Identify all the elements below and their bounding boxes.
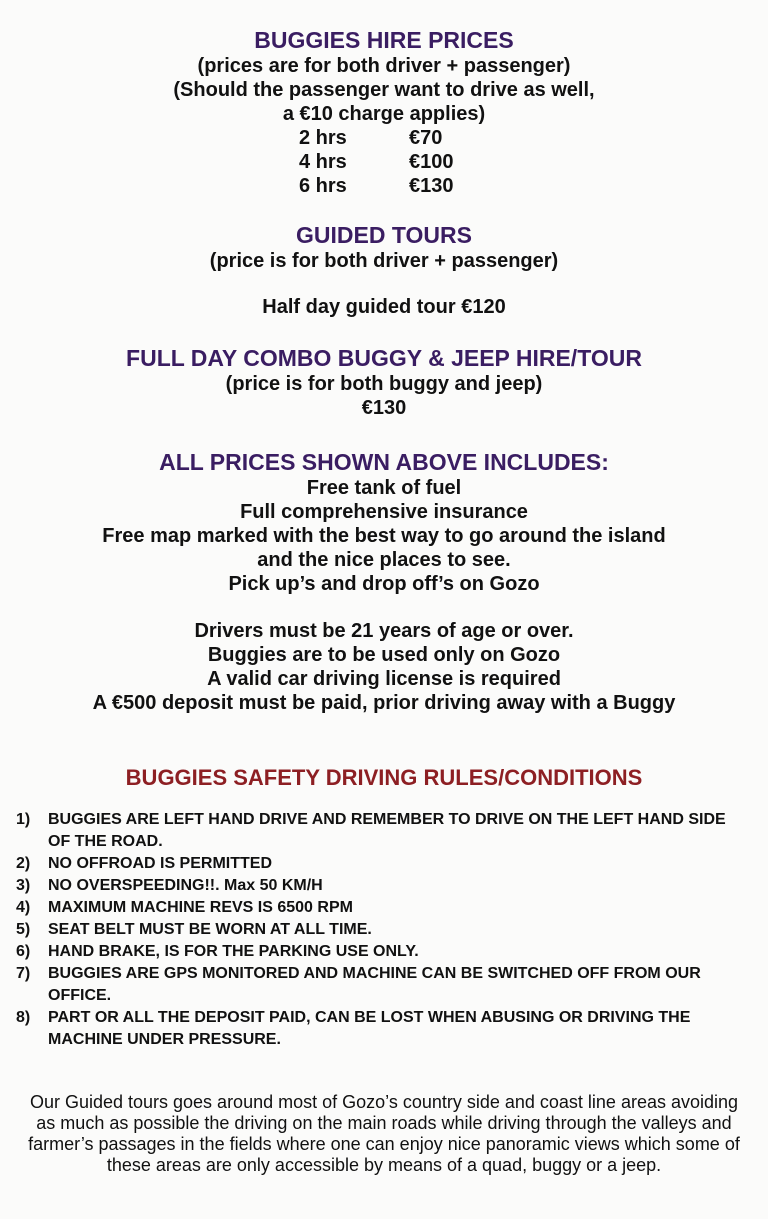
combo-note: (price is for both buggy and jeep) bbox=[225, 373, 543, 395]
rule-text: NO OVERSPEEDING!!. Max 50 KM/H bbox=[48, 877, 323, 894]
combo-price: €130 bbox=[361, 397, 407, 419]
rule-number: 7) bbox=[16, 965, 31, 982]
includes-section bbox=[0, 449, 768, 596]
rule-item bbox=[16, 897, 728, 919]
price-amount: €130 bbox=[409, 175, 454, 197]
includes-item: Free tank of fuel bbox=[306, 477, 462, 499]
rule-text: SEAT BELT MUST BE WORN AT ALL TIME. bbox=[48, 921, 372, 938]
price-amount: €100 bbox=[409, 151, 454, 173]
price-duration: 4 hrs bbox=[299, 151, 347, 173]
price-duration: 2 hrs bbox=[299, 127, 347, 149]
rule-item bbox=[16, 875, 728, 897]
hire-prices-section bbox=[0, 27, 768, 198]
price-duration: 6 hrs bbox=[299, 175, 347, 197]
includes-item: Full comprehensive insurance bbox=[240, 501, 528, 523]
hire-note-3: a €10 charge applies) bbox=[282, 103, 486, 125]
rule-number: 4) bbox=[16, 899, 31, 916]
hire-note-1: (prices are for both driver + passenger) bbox=[197, 55, 571, 77]
rule-text: MAXIMUM MACHINE REVS IS 6500 RPM bbox=[48, 899, 353, 916]
rule-item bbox=[16, 941, 728, 963]
rule-number: 2) bbox=[16, 855, 31, 872]
requirement-item: Drivers must be 21 years of age or over. bbox=[194, 620, 574, 642]
hire-prices-title: BUGGIES HIRE PRICES bbox=[254, 27, 514, 53]
rule-text: PART OR ALL THE DEPOSIT PAID, CAN BE LOST WHEN ABUSING OR DRIVING THE MACHINE UNDER PRESSURE. bbox=[48, 1009, 691, 1048]
guided-tours-title: GUIDED TOURS bbox=[296, 222, 472, 248]
rule-item bbox=[16, 1007, 728, 1051]
price-row bbox=[0, 174, 768, 198]
hire-note-2: (Should the passenger want to drive as well, bbox=[173, 79, 595, 101]
rule-text: BUGGIES ARE GPS MONITORED AND MACHINE CAN BE SWITCHED OFF FROM OUR OFFICE. bbox=[48, 965, 701, 1004]
rule-text: NO OFFROAD IS PERMITTED bbox=[48, 855, 272, 872]
includes-title: ALL PRICES SHOWN ABOVE INCLUDES: bbox=[159, 449, 609, 475]
rule-number: 8) bbox=[16, 1009, 31, 1026]
includes-item: Pick up’s and drop off’s on Gozo bbox=[228, 573, 540, 595]
guided-tours-description: Our Guided tours goes around most of Gozo’s country side and coast line areas avoiding as much as possible the driving on the main roads while driving through the valleys and farmer’s passages in the fields where one can enjoy nice panoramic views which some of these areas are only accessible by means of a quad, buggy or a jeep. bbox=[28, 1092, 740, 1175]
includes-item: Free map marked with the best way to go around the island bbox=[102, 525, 666, 547]
rule-item bbox=[16, 853, 728, 875]
rule-number: 5) bbox=[16, 921, 31, 938]
rule-text: BUGGIES ARE LEFT HAND DRIVE AND REMEMBER TO DRIVE ON THE LEFT HAND SIDE OF THE ROAD. bbox=[48, 811, 726, 850]
safety-rules-list bbox=[0, 809, 768, 1051]
requirements-section bbox=[0, 619, 768, 715]
includes-item: and the nice places to see. bbox=[257, 549, 511, 571]
rule-item bbox=[16, 919, 728, 941]
requirement-item: Buggies are to be used only on Gozo bbox=[207, 644, 561, 666]
price-row bbox=[0, 126, 768, 150]
rule-text: HAND BRAKE, IS FOR THE PARKING USE ONLY. bbox=[48, 943, 419, 960]
combo-title: FULL DAY COMBO BUGGY & JEEP HIRE/TOUR bbox=[126, 345, 642, 371]
safety-rules-title: BUGGIES SAFETY DRIVING RULES/CONDITIONS bbox=[125, 765, 643, 790]
price-row bbox=[0, 150, 768, 174]
footer-section bbox=[0, 1092, 768, 1176]
rule-number: 6) bbox=[16, 943, 31, 960]
rule-number: 1) bbox=[16, 811, 31, 828]
requirement-item: A €500 deposit must be paid, prior driving away with a Buggy bbox=[92, 692, 676, 714]
combo-section bbox=[0, 345, 768, 420]
rule-item bbox=[16, 809, 728, 853]
rule-item bbox=[16, 963, 728, 1007]
guided-tours-section bbox=[0, 222, 768, 319]
price-amount: €70 bbox=[409, 127, 443, 149]
guided-tours-note: (price is for both driver + passenger) bbox=[209, 250, 559, 272]
half-day-tour-price: Half day guided tour €120 bbox=[262, 296, 506, 318]
requirement-item: A valid car driving license is required bbox=[207, 668, 561, 690]
rule-number: 3) bbox=[16, 877, 31, 894]
safety-rules-section bbox=[0, 765, 768, 1051]
